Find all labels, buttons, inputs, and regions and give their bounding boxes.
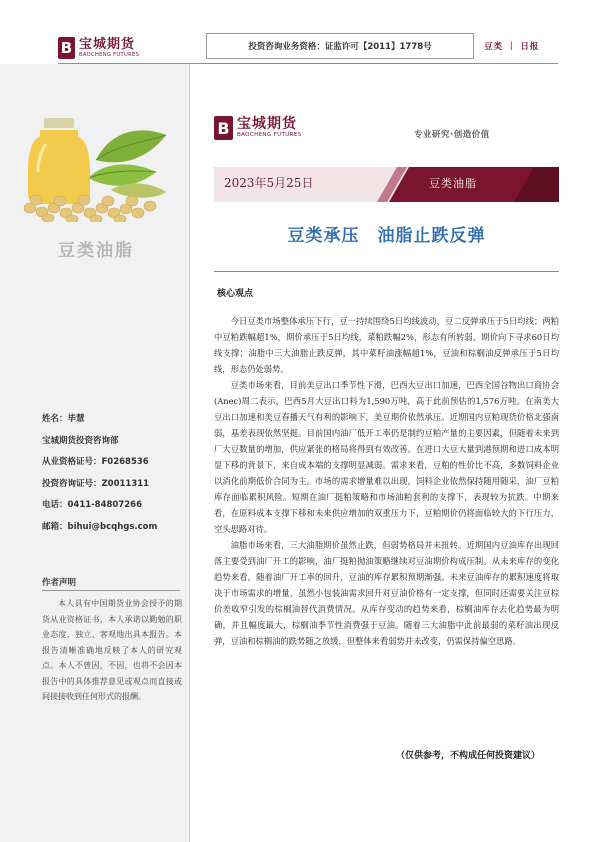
title-divider [214, 271, 559, 272]
analyst-org: 宝城期货投资咨询部 [42, 435, 119, 446]
logo-mark-icon: B [58, 37, 75, 59]
paragraph-summary: 今日豆类市场整体承压下行，豆一持续围绕5日均线波动，豆二反弹承压于5日均线；两粕中豆粕跌幅超1%，期价承压于5日均线，菜粕跌幅2%，形态有所转弱，期价向下寻求60日均线支撑；油脂中三大油脂止跌反弹，其中菜籽油涨幅超1%，豆油和棕榈油反弹承压于5日均线，形态仍处弱势。 [214, 316, 559, 374]
declaration-title: 作者声明 [42, 578, 77, 588]
report-category: 豆类油脂 [429, 177, 477, 190]
analyst-phone: 电话：0411-84807266 [42, 500, 142, 510]
slogan: 专业研究·创造价值 [414, 130, 490, 140]
logo-cn: 宝城期货 [237, 116, 297, 133]
report-date: 2023年5月25日 [224, 176, 314, 190]
company-logo [58, 34, 178, 62]
logo-cn: 宝城期货 [79, 36, 136, 52]
paragraph-oils: 油脂市场来看，三大油脂期价虽然止跌，但弱势格局并未扭转。近期国内豆油库存出现回落主要受到油厂开工的影响，油厂挺粕抛油策略继续对豆油期价构成压制。从未来库存的变化趋势来看，随着油厂开工率的回升，豆油的库存累积预期渐强。未来豆油库存的累积速度将取决于市场需求的增量，虽然小包装油需求回升对豆油价格有一定支撑，但同时还需要关注豆棕价差收窄引发的棕榈油替代消费情况。从库存变动的趋势来看，棕榈油库存去化趋势最为明确，并且幅度最大，棕榈油季节性消费强于豆油。随着三大油脂中此前最弱的菜籽油出现反弹，豆油和棕榈油的跌势随之放缓，但整体来看弱势并未改变，仍需保持偏空思路。 [214, 540, 559, 646]
analyst-email[interactable]: 邮箱：bihui@bcqhgs.com [42, 521, 158, 532]
analyst-license: 从业资格证号：F0268536 [42, 457, 149, 467]
soybean-oil-product-image [16, 100, 176, 222]
sidebar-divider [189, 64, 190, 842]
report-body [214, 313, 559, 649]
report-title: 豆类承压 油脂止跌反弹 [287, 226, 486, 246]
logo-mark-icon: B [214, 116, 233, 140]
logo-en: BAOCHENG FUTURES [237, 132, 302, 139]
declaration-divider [42, 590, 180, 591]
paragraph-beans: 豆类市场来看，目前美豆出口季节性下滑，巴西大豆出口加速，巴西全国谷物出口商协会(Anec)周二表示，巴西5月大豆出口料为1,590万吨，高于此前预估的1,576万吨。在南美大豆出口加速和美豆春播天气有利的影响下，美豆期价依然承压。近期国内豆粕现货价格北强南弱，基差表现依然坚挺。目前国内油厂低开工率仍是制约豆粕产量的主要因素，但随着未来到厂大豆数量的增加，供应紧张的格局将得到有效改善。在进口大豆大量到港预期和进口成本明显下移的背景下，来自成本端的支撑明显减弱。需求来看，豆粕的性价比不高，多数饲料企业以消化前期低价合同为主。市场的需求增量难以出现，饲料企业依然保持随用随采，油厂豆粕库存面临累积风险。短期在油厂挺粕策略和市场油粕套利的支撑下，表现较为抗跌。中期来看，在原料成本支撑下移和未来供应增加的双重压力下，豆粕期价仍将面临较大的下行压力，空头思路对待。 [214, 380, 559, 534]
analyst-advisor-license: 投资咨询证号：Z0011311 [42, 478, 150, 489]
core-view-heading: 核心观点 [217, 289, 254, 299]
sidebar-section-title: 豆类油脂 [58, 241, 134, 261]
report-logo [214, 116, 302, 140]
disclaimer-note: （仅供参考，不构成任何投资建议） [396, 751, 541, 761]
qualification-box: 投资咨询业务资格：证监许可【2011】1778号 [206, 33, 474, 59]
category-tags: 豆类 ｜ 日报 [484, 42, 540, 52]
analyst-contact [42, 412, 182, 541]
analyst-name: 姓名：毕慧 [42, 414, 85, 424]
declaration-text: 本人具有中国期货业协会授予的期货从业资格证书，本人承诺以勤勉的职业态度，独立、客观地出具本报告。本报告清晰准确地反映了本人的研究观点。本人不曾因，不因，也将不会因本报告中的具体推荐意见或观点而直接或间接接收到任何形式的报酬。 [42, 599, 182, 701]
logo-en: BAOCHENG FUTURES [79, 51, 140, 58]
